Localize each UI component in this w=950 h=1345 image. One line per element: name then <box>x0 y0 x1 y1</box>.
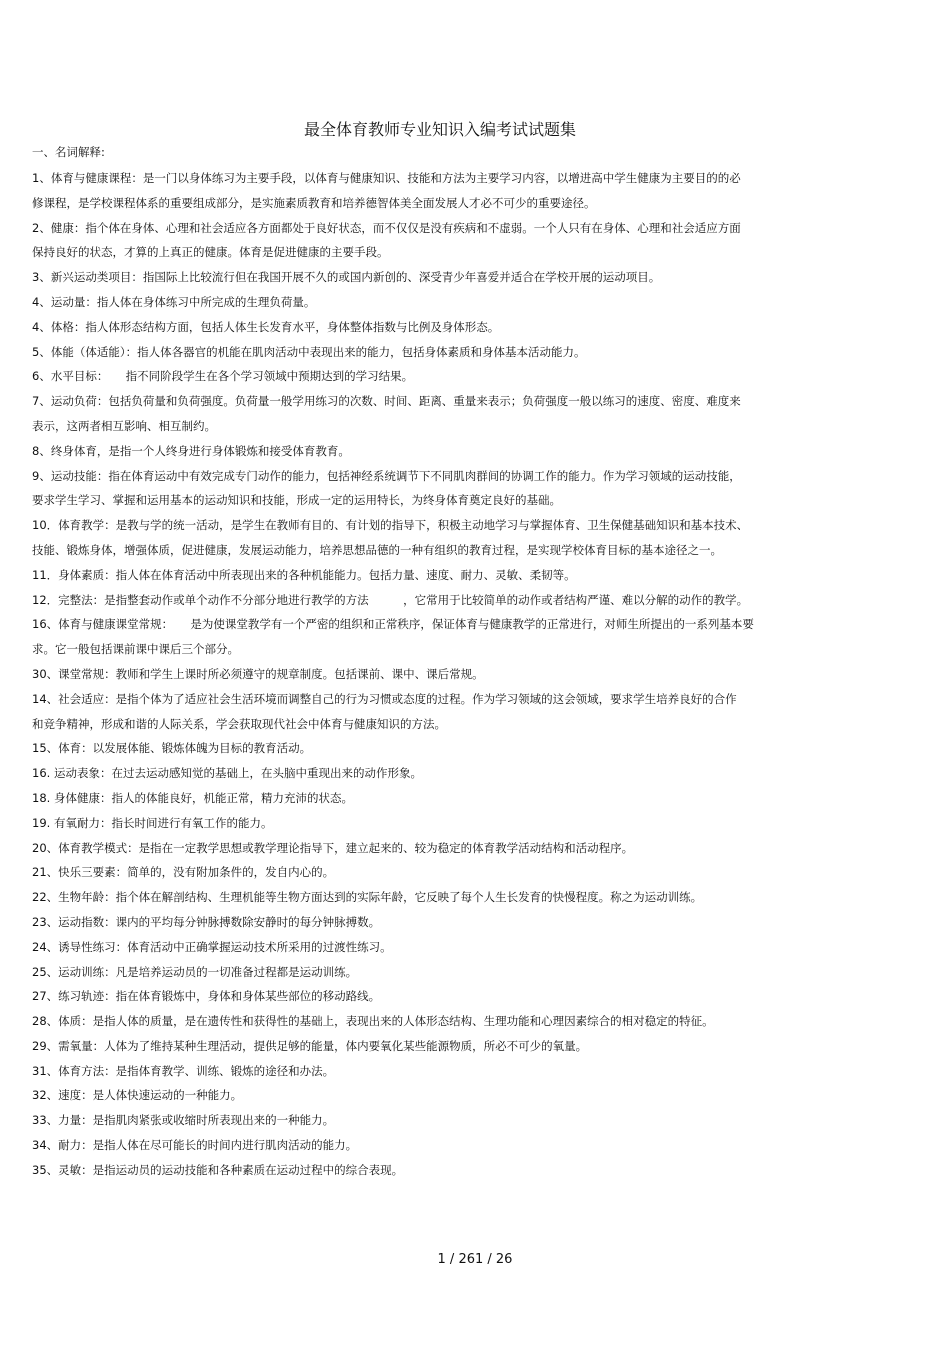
term-entry-line: 保持良好的状态，才算的上真正的健康。体育是促进健康的主要手段。 <box>32 245 389 260</box>
term-entry <box>32 1158 862 1183</box>
term-entry-line: 6、水平目标： 指不同阶段学生在各个学习领域中预期达到的学习结果。 <box>32 369 414 384</box>
term-entry-line: 求。它一般包括课前课中课后三个部分。 <box>32 642 239 657</box>
term-entry-line: 18. 身体健康：指人的体能良好，机能正常，精力充沛的状态。 <box>32 790 353 805</box>
term-entry <box>32 439 862 464</box>
term-entry-line: 27、练习轨迹：指在体育锻炼中，身体和身体某些部位的移动路线。 <box>32 989 381 1004</box>
term-entry <box>32 960 862 985</box>
term-entry <box>32 166 862 216</box>
term-entry-line: 1、体育与健康课程：是一门以身体练习为主要手段，以体育与健康知识、技能和方法为主要学习内容，以增进高中学生健康为主要目的的必 <box>32 171 741 185</box>
term-entry <box>32 935 862 960</box>
term-entry <box>32 265 862 290</box>
term-entry-line: 14、社会适应：是指个体为了适应社会生活环境而调整自己的行为习惯或态度的过程。作为学习领域的这会领域，要求学生培养良好的合作 <box>32 691 737 706</box>
term-entry-line: 29、需氧量：人体为了维持某种生理活动，提供足够的能量，体内要氧化某些能源物质，所必不可少的氧量。 <box>32 1038 588 1053</box>
term-entry-line: 4、体格：指人体形态结构方面，包括人体生长发育水平，身体整体指数与比例及身体形态。 <box>32 319 500 334</box>
term-entry-line: 5、体能（体适能）：指人体各器官的机能在肌肉活动中表现出来的能力，包括身体素质和身体基本活动能力。 <box>32 344 586 359</box>
term-entry <box>32 736 862 761</box>
term-entry-line: 21、快乐三要素：简单的，没有附加条件的，发自内心的。 <box>32 865 335 880</box>
term-entry-line: 16、体育与健康课堂常规： 是为使课堂教学有一个严密的组织和正常秩序，保证体育与健康教学的正常进行，对师生所提出的一系列基本要 <box>32 617 754 632</box>
term-entry-line: 8、终身体育，是指一个人终身进行身体锻炼和接受体育教育。 <box>32 443 350 458</box>
term-entry-line: 4、运动量：指人体在身体练习中所完成的生理负荷量。 <box>32 294 316 309</box>
term-entry-line: 22、生物年龄：指个体在解剖结构、生理机能等生物方面达到的实际年龄，它反映了每个人生长发育的快慢程度。称之为运动训练。 <box>32 890 703 905</box>
term-entry <box>32 216 862 266</box>
term-entry <box>32 662 862 687</box>
term-entry-line: 25、运动训练：凡是培养运动员的一切准备过程都是运动训练。 <box>32 964 358 979</box>
term-entry <box>32 1083 862 1108</box>
term-entry <box>32 563 862 588</box>
term-entry-line: 表示，这两者相互影响、相互制约。 <box>32 418 216 433</box>
term-entry-line: 技能、锻炼身体，增强体质，促进健康，发展运动能力，培养思想品德的一种有组织的教育过程，是实现学校体育目标的基本途径之一。 <box>32 542 722 557</box>
term-entry <box>32 761 862 786</box>
term-entry <box>32 464 862 514</box>
term-entry-line: 12．完整法：是指整套动作或单个动作不分部分地进行教学的方法 ，它常用于比较简单的动作或者结构严谨、难以分解的动作的教学。 <box>32 592 749 607</box>
term-entry-line: 修课程，是学校课程体系的重要组成部分，是实施素质教育和培养德智体美全面发展人才必不可少的重要途径。 <box>32 195 596 210</box>
term-entry <box>32 811 862 836</box>
term-entry <box>32 1009 862 1034</box>
term-entry <box>32 612 862 662</box>
term-entry-line: 31、体育方法：是指体育教学、训练、锻炼的途径和办法。 <box>32 1063 335 1078</box>
term-entry-line: 3、新兴运动类项目：指国际上比较流行但在我国开展不久的或国内新创的、深受青少年喜爱并适合在学校开展的运动项目。 <box>32 270 661 285</box>
term-entry <box>32 1108 862 1133</box>
term-entry <box>32 588 862 613</box>
term-entry-line: 19. 有氧耐力：指长时间进行有氧工作的能力。 <box>32 815 273 830</box>
term-entry-line: 要求学生学习、掌握和运用基本的运动知识和技能，形成一定的运用特长，为终身体育奠定良好的基础。 <box>32 493 561 508</box>
term-entry <box>32 364 862 389</box>
term-entry-line: 10．体育教学：是教与学的统一活动，是学生在教师有目的、有计划的指导下，积极主动地学习与掌握体育、卫生保健基础知识和基本技术、 <box>32 518 749 533</box>
term-entry-line: 11．身体素质：指人体在体育活动中所表现出来的各种机能能力。包括力量、速度、耐力、灵敏、柔韧等。 <box>32 567 576 582</box>
term-entry <box>32 290 862 315</box>
term-entry <box>32 389 862 439</box>
term-entry <box>32 860 862 885</box>
term-entry <box>32 786 862 811</box>
term-entry <box>32 687 862 737</box>
term-entry-line: 24、诱导性练习：体育活动中正确掌握运动技术所采用的过渡性练习。 <box>32 939 392 954</box>
document-title: 最全体育教师专业知识入编考试试题集 <box>303 120 576 139</box>
term-entry-line: 30、课堂常规：教师和学生上课时所必须遵守的规章制度。包括课前、课中、课后常规。 <box>32 666 484 681</box>
term-entry <box>32 885 862 910</box>
term-entry <box>32 1034 862 1059</box>
term-entry-line: 15、体育：以发展体能、锻炼体魄为目标的教育活动。 <box>32 741 312 756</box>
term-entry-line: 2、健康：指个体在身体、心理和社会适应各方面都处于良好状态，而不仅仅是没有疾病和不虚弱。一个人只有在身体、心理和社会适应方面 <box>32 220 741 235</box>
term-entry-line: 32、速度：是人体快速运动的一种能力。 <box>32 1088 243 1103</box>
term-entry-line: 16. 运动表象：在过去运动感知觉的基础上，在头脑中重现出来的动作形象。 <box>32 766 422 781</box>
term-entry-line: 28、体质：是指人体的质量，是在遗传性和获得性的基础上，表现出来的人体形态结构、生理功能和心理因素综合的相对稳定的特征。 <box>32 1014 714 1029</box>
term-entry-line: 7、运动负荷：包括负荷量和负荷强度。负荷量一般学用练习的次数、时间、距离、重量来表示；负荷强度一般以练习的速度、密度、难度来 <box>32 394 741 409</box>
term-entry <box>32 340 862 365</box>
term-entry <box>32 984 862 1009</box>
term-entry-line: 9、运动技能：指在体育运动中有效完成专门动作的能力，包括神经系统调节下不同肌肉群间的协调工作的能力。作为学习领域的运动技能， <box>32 468 741 483</box>
term-entry <box>32 836 862 861</box>
term-entry-line: 34、耐力：是指人体在尽可能长的时间内进行肌肉活动的能力。 <box>32 1138 358 1153</box>
section-heading: 一、名词解释: <box>32 145 105 159</box>
term-entry-line: 和竞争精神，形成和谐的人际关系，学会获取现代社会中体育与健康知识的方法。 <box>32 716 446 731</box>
term-entry-line: 33、力量：是指肌肉紧张或收缩时所表现出来的一种能力。 <box>32 1113 335 1128</box>
term-entry-line: 23、运动指数：课内的平均每分钟脉搏数除安静时的每分钟脉搏数。 <box>32 914 381 929</box>
term-entry-line: 20、体育教学模式：是指在一定教学思想或教学理论指导下，建立起来的、较为稳定的体育教学活动结构和活动程序。 <box>32 840 634 855</box>
term-entry <box>32 1133 862 1158</box>
term-entry <box>32 513 862 563</box>
term-entry <box>32 315 862 340</box>
term-entry <box>32 1059 862 1084</box>
term-entry-line: 35、灵敏：是指运动员的运动技能和各种素质在运动过程中的综合表现。 <box>32 1162 404 1177</box>
term-entry <box>32 910 862 935</box>
term-list <box>32 166 862 1183</box>
page-number: 1 / 261 / 26 <box>437 1252 513 1267</box>
